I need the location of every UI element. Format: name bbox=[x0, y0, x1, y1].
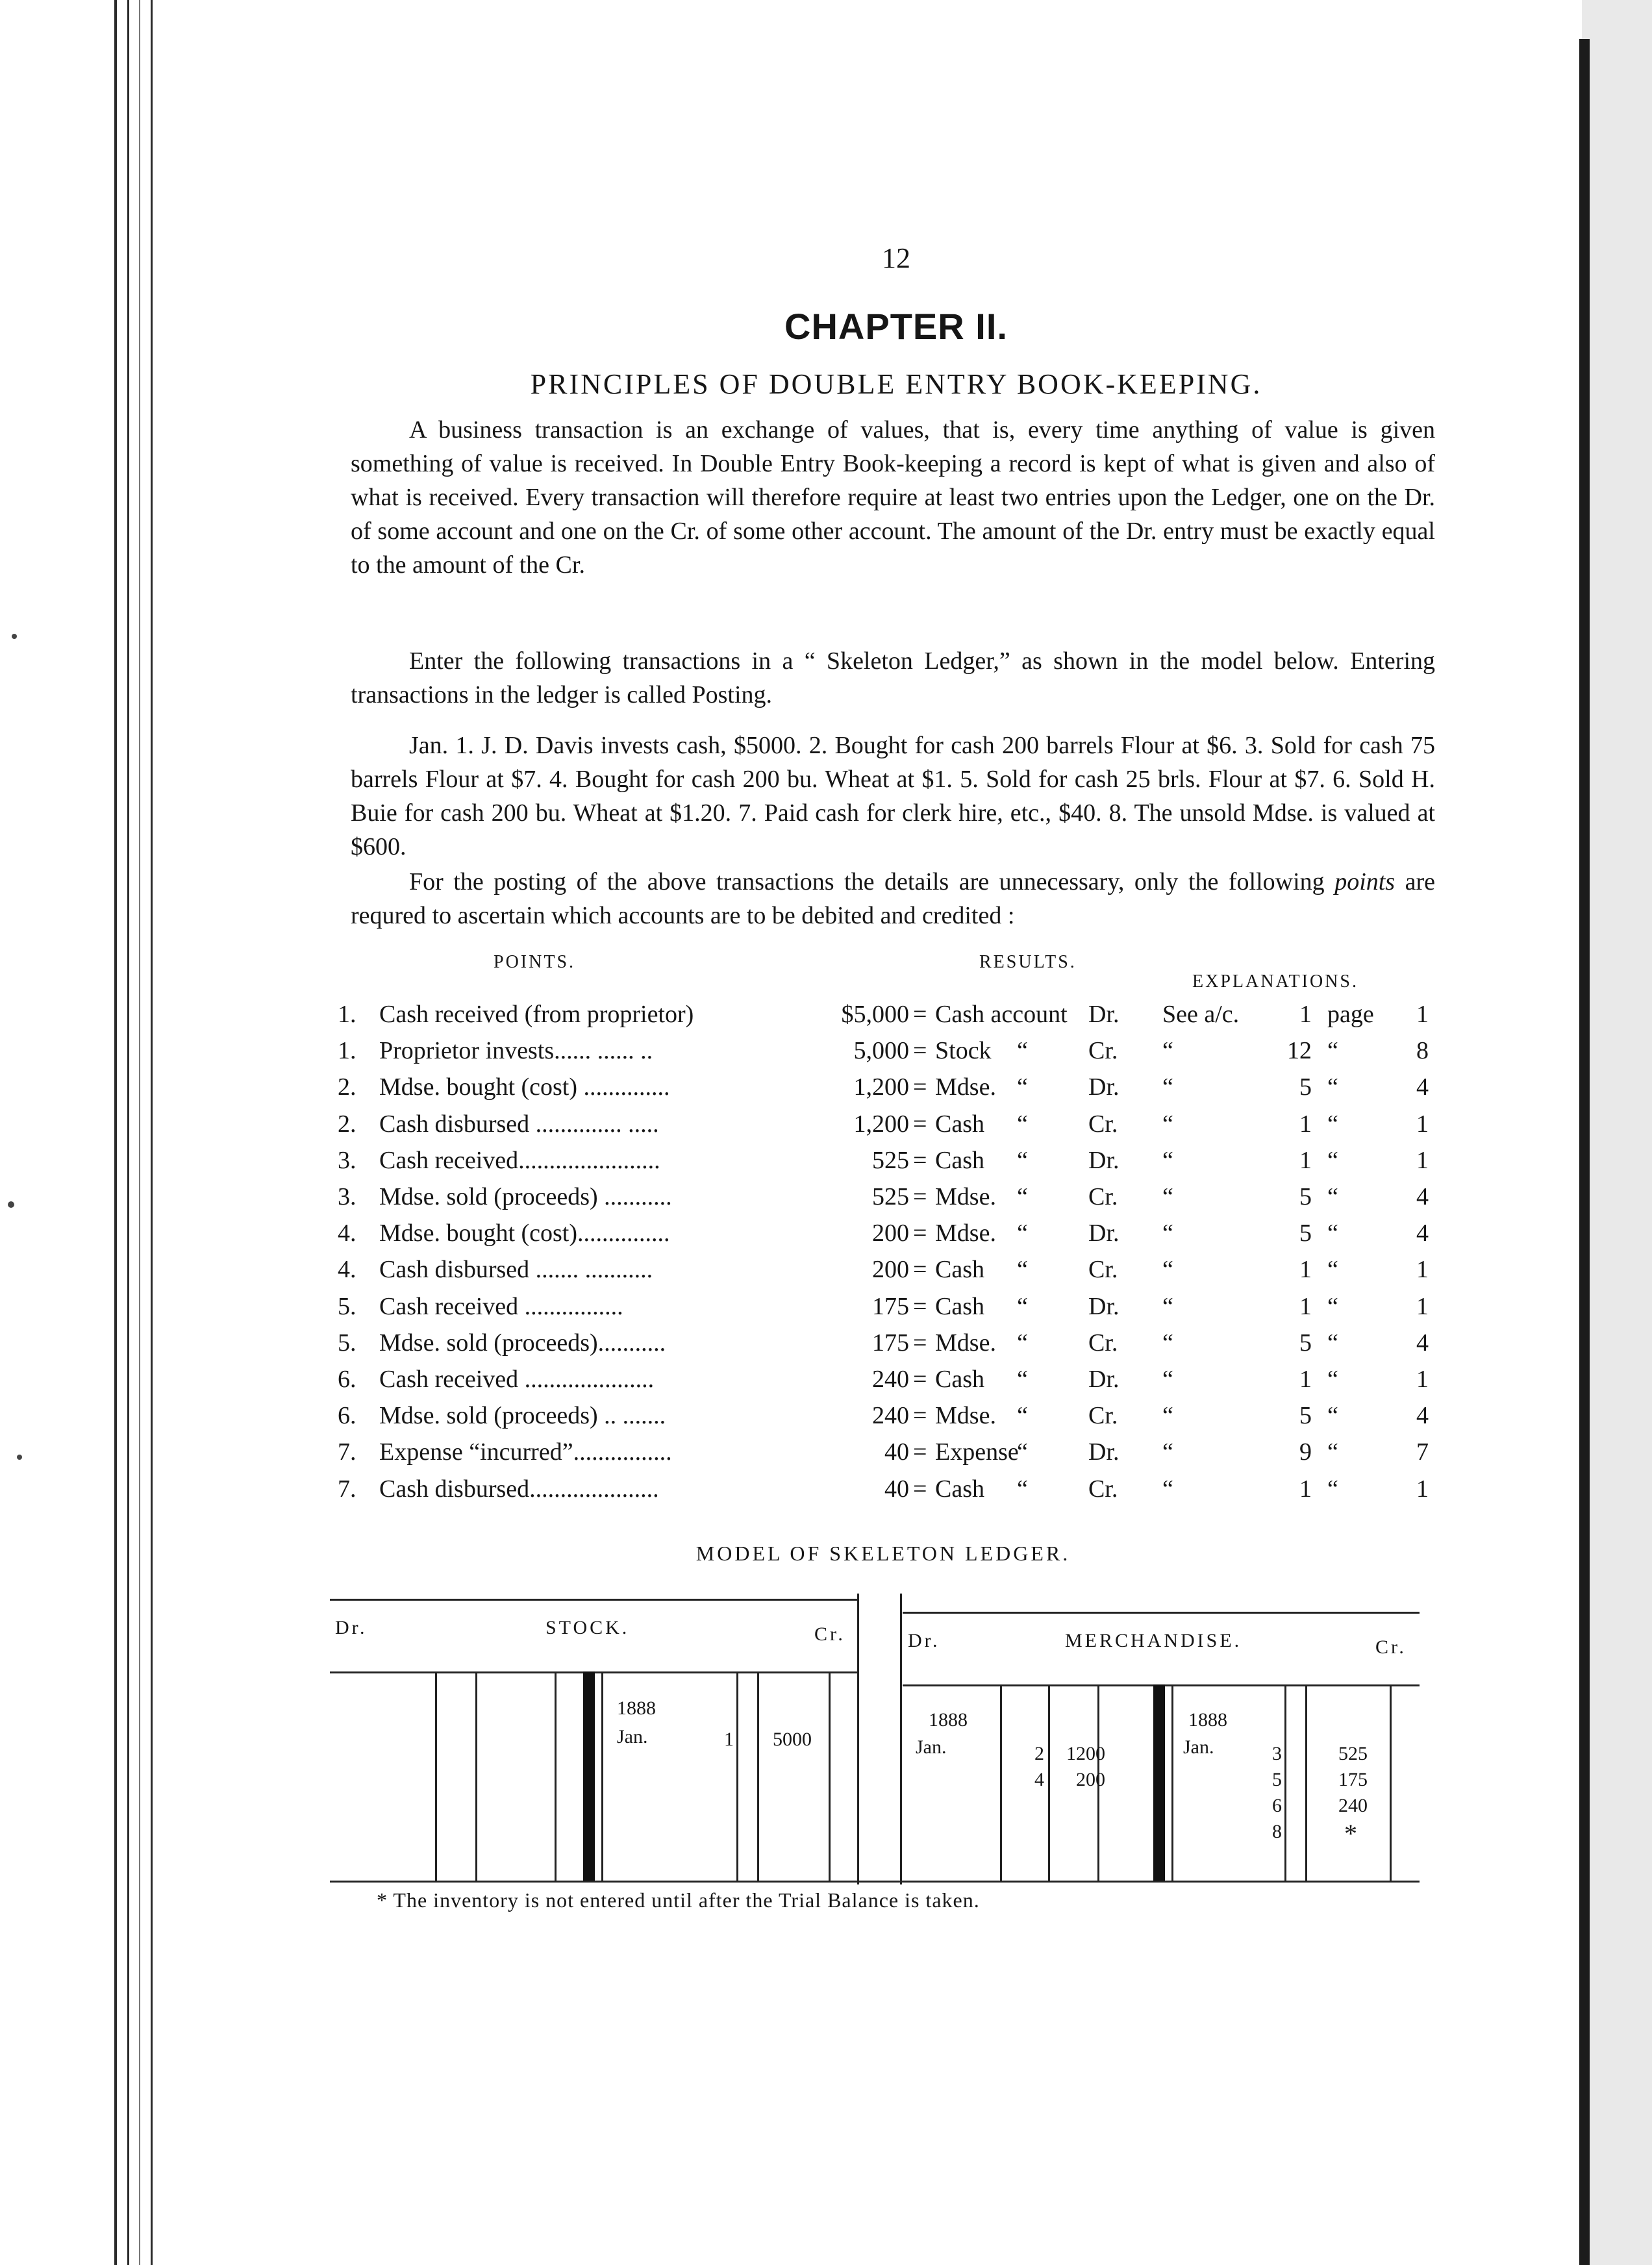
row-account: Cash bbox=[935, 1146, 984, 1174]
posting-row bbox=[338, 1110, 1442, 1146]
row-page-label: “ bbox=[1327, 1110, 1338, 1138]
row-amount: 240 bbox=[872, 1402, 909, 1430]
row-point: Cash received (from proprietor) bbox=[379, 1001, 694, 1028]
row-number: 7. bbox=[338, 1475, 357, 1503]
row-see: “ bbox=[1162, 1037, 1173, 1065]
row-account: Cash bbox=[935, 1110, 984, 1138]
merch-debit-day: 4 bbox=[1034, 1769, 1044, 1790]
row-point: Mdse. sold (proceeds)........... bbox=[379, 1329, 666, 1357]
row-ditto: “ bbox=[1017, 1073, 1028, 1101]
row-account: Mdse. bbox=[935, 1073, 996, 1101]
binding-line bbox=[139, 0, 140, 2265]
row-number: 1. bbox=[338, 1001, 357, 1028]
italic-word: points bbox=[1334, 868, 1395, 895]
row-drcr: Cr. bbox=[1088, 1037, 1118, 1065]
row-page-number: 4 bbox=[1416, 1329, 1429, 1357]
row-point: Cash received ..................... bbox=[379, 1366, 655, 1393]
row-point: Cash disbursed..................... bbox=[379, 1475, 659, 1503]
row-equals: = bbox=[913, 1001, 927, 1028]
footnote: * The inventory is not entered until after the Trial Balance is taken. bbox=[377, 1888, 980, 1912]
row-drcr: Dr. bbox=[1088, 1366, 1120, 1393]
row-amount: 175 bbox=[872, 1292, 909, 1320]
row-page-label: “ bbox=[1327, 1475, 1338, 1503]
posting-row bbox=[338, 1329, 1442, 1365]
merch-column-rule bbox=[1048, 1684, 1050, 1881]
skeleton-ledger bbox=[325, 1599, 1422, 1858]
row-amount: 5,000 bbox=[853, 1037, 909, 1065]
account-separator bbox=[900, 1594, 902, 1884]
row-equals: = bbox=[913, 1183, 927, 1210]
merch-cr-label: Cr. bbox=[1375, 1636, 1407, 1658]
merch-credit-day: 5 bbox=[1272, 1769, 1282, 1790]
posting-row bbox=[338, 1073, 1442, 1109]
row-equals: = bbox=[913, 1475, 927, 1503]
row-point: Mdse. bought (cost) .............. bbox=[379, 1073, 670, 1101]
row-see: “ bbox=[1162, 1402, 1173, 1430]
row-amount: 200 bbox=[872, 1220, 909, 1247]
row-equals: = bbox=[913, 1037, 927, 1065]
row-equals: = bbox=[913, 1073, 927, 1101]
merch-center-rule bbox=[1153, 1684, 1165, 1881]
row-page-number: 8 bbox=[1416, 1037, 1429, 1065]
row-account-number: 12 bbox=[1287, 1037, 1312, 1065]
merch-debit-month: Jan. bbox=[916, 1736, 947, 1758]
results-header: RESULTS. bbox=[979, 952, 1077, 972]
row-account: Mdse. bbox=[935, 1329, 996, 1357]
row-amount: 1,200 bbox=[853, 1073, 909, 1101]
row-account-number: 1 bbox=[1299, 1001, 1312, 1028]
merch-credit-year: 1888 bbox=[1188, 1709, 1227, 1731]
merch-debit-amount: 1200 bbox=[1066, 1743, 1105, 1764]
merch-credit-month: Jan. bbox=[1183, 1736, 1214, 1758]
merch-title: MERCHANDISE. bbox=[1065, 1630, 1242, 1651]
ledger-top-rule bbox=[330, 1599, 857, 1601]
row-see: “ bbox=[1162, 1366, 1173, 1393]
page-edge-left bbox=[0, 0, 39, 2265]
row-account: Cash bbox=[935, 1256, 984, 1284]
row-drcr: Dr. bbox=[1088, 1292, 1120, 1320]
row-page-number: 1 bbox=[1416, 1366, 1429, 1393]
row-account-number: 5 bbox=[1299, 1183, 1312, 1210]
row-equals: = bbox=[913, 1329, 927, 1357]
row-drcr: Cr. bbox=[1088, 1110, 1118, 1138]
account-separator bbox=[857, 1594, 859, 1884]
row-account-number: 5 bbox=[1299, 1329, 1312, 1357]
row-page-label: “ bbox=[1327, 1037, 1338, 1065]
row-page-label: “ bbox=[1327, 1256, 1338, 1284]
row-ditto: “ bbox=[1017, 1256, 1028, 1284]
paragraph-text: A business transaction is an exchange of values, that is, every time anything of value is given something of value is received. In Double Entry Book-keeping a record is kept of what is given and also of what is received. Every transaction will therefore require at least two entries upon the Ledger, one on the Dr. of some account and one on the Cr. of some other account. The amount of the Dr. entry must be exactly equal to the amount of the Cr. bbox=[351, 416, 1435, 579]
row-account-number: 1 bbox=[1299, 1256, 1312, 1284]
row-page-label: “ bbox=[1327, 1366, 1338, 1393]
row-drcr: Dr. bbox=[1088, 1438, 1120, 1466]
merch-debit-day: 2 bbox=[1034, 1743, 1044, 1764]
row-drcr: Cr. bbox=[1088, 1256, 1118, 1284]
row-account-number: 1 bbox=[1299, 1475, 1312, 1503]
row-ditto: “ bbox=[1017, 1037, 1028, 1065]
ledger-top-rule bbox=[903, 1612, 1420, 1614]
merch-credit-amount: 240 bbox=[1338, 1795, 1368, 1816]
stock-credit-month: Jan. bbox=[617, 1726, 648, 1747]
row-page-label: page bbox=[1327, 1001, 1374, 1028]
row-account: Mdse. bbox=[935, 1183, 996, 1210]
row-ditto: “ bbox=[1017, 1402, 1028, 1430]
model-title: MODEL OF SKELETON LEDGER. bbox=[695, 1542, 1071, 1565]
paragraph-text: Enter the following transactions in a “ Skeleton Ledger,” as shown in the model below. Entering transactions in the ledger is called Posting. bbox=[351, 647, 1435, 708]
paragraph-text-part: are requred to ascertain which accounts are to be debited and credited : bbox=[351, 868, 1436, 929]
row-page-label: “ bbox=[1327, 1146, 1338, 1174]
stock-credit-amount: 5000 bbox=[773, 1729, 812, 1750]
stock-column-rule bbox=[757, 1671, 759, 1881]
posting-row bbox=[338, 1438, 1442, 1474]
stock-column-rule bbox=[829, 1671, 831, 1881]
row-drcr: Cr. bbox=[1088, 1475, 1118, 1503]
row-drcr: Cr. bbox=[1088, 1402, 1118, 1430]
row-number: 2. bbox=[338, 1073, 357, 1101]
row-drcr: Dr. bbox=[1088, 1220, 1120, 1247]
page-edge-right bbox=[1582, 0, 1652, 2265]
row-page-label: “ bbox=[1327, 1220, 1338, 1247]
posting-row bbox=[338, 1475, 1442, 1511]
merch-column-rule bbox=[1171, 1684, 1173, 1881]
page-number: 12 bbox=[882, 242, 910, 274]
row-see: “ bbox=[1162, 1329, 1173, 1357]
stock-column-rule bbox=[736, 1671, 738, 1881]
row-page-number: 4 bbox=[1416, 1220, 1429, 1247]
row-amount: 525 bbox=[872, 1183, 909, 1210]
row-account: Cash bbox=[935, 1366, 984, 1393]
row-see: “ bbox=[1162, 1438, 1173, 1466]
row-ditto: “ bbox=[1017, 1292, 1028, 1320]
row-see: “ bbox=[1162, 1146, 1173, 1174]
intro-paragraph bbox=[351, 413, 1435, 582]
row-amount: 525 bbox=[872, 1146, 909, 1174]
posting-row bbox=[338, 1219, 1442, 1255]
binding-line bbox=[114, 0, 117, 2265]
row-ditto: “ bbox=[1017, 1183, 1028, 1210]
row-point: Expense “incurred”................ bbox=[379, 1438, 672, 1466]
row-page-number: 1 bbox=[1416, 1292, 1429, 1320]
posting-paragraph bbox=[351, 865, 1435, 932]
posting-row bbox=[338, 1365, 1442, 1401]
row-ditto: “ bbox=[1017, 1329, 1028, 1357]
scan-speck bbox=[12, 634, 17, 639]
row-account-number: 1 bbox=[1299, 1366, 1312, 1393]
merch-credit-amount: 525 bbox=[1338, 1743, 1368, 1764]
row-amount: $5,000 bbox=[841, 1001, 909, 1028]
row-see: “ bbox=[1162, 1183, 1173, 1210]
row-page-number: 1 bbox=[1416, 1146, 1429, 1174]
row-ditto: “ bbox=[1017, 1475, 1028, 1503]
row-account: Mdse. bbox=[935, 1402, 996, 1430]
row-account: Expense bbox=[935, 1438, 1019, 1466]
stock-credit-day: 1 bbox=[724, 1729, 734, 1750]
row-amount: 40 bbox=[884, 1438, 909, 1466]
row-account-number: 5 bbox=[1299, 1402, 1312, 1430]
row-number: 6. bbox=[338, 1402, 357, 1430]
row-amount: 240 bbox=[872, 1366, 909, 1393]
merch-column-rule bbox=[1390, 1684, 1392, 1881]
row-account-number: 1 bbox=[1299, 1146, 1312, 1174]
row-number: 7. bbox=[338, 1438, 357, 1466]
row-ditto: “ bbox=[1017, 1146, 1028, 1174]
row-account-number: 5 bbox=[1299, 1220, 1312, 1247]
row-ditto: “ bbox=[1017, 1438, 1028, 1466]
row-point: Proprietor invests...... ...... .. bbox=[379, 1037, 653, 1065]
row-point: Mdse. bought (cost)............... bbox=[379, 1220, 670, 1247]
binding-line bbox=[151, 0, 153, 2265]
stock-title: STOCK. bbox=[545, 1617, 630, 1638]
row-see: “ bbox=[1162, 1220, 1173, 1247]
row-equals: = bbox=[913, 1292, 927, 1320]
row-equals: = bbox=[913, 1220, 927, 1247]
row-page-label: “ bbox=[1327, 1073, 1338, 1101]
merch-debit-amount: 200 bbox=[1076, 1769, 1105, 1790]
page-gutter-shadow bbox=[1579, 39, 1590, 2265]
row-see: “ bbox=[1162, 1110, 1173, 1138]
merch-credit-day: 3 bbox=[1272, 1743, 1282, 1764]
merch-dr-label: Dr. bbox=[908, 1630, 940, 1651]
row-point: Cash received....................... bbox=[379, 1146, 660, 1174]
scan-speck bbox=[17, 1455, 22, 1460]
stock-credit-year: 1888 bbox=[617, 1697, 656, 1719]
posting-row bbox=[338, 1183, 1442, 1219]
stock-column-rule bbox=[435, 1671, 437, 1881]
stock-center-rule bbox=[583, 1671, 595, 1881]
row-account: Cash bbox=[935, 1292, 984, 1320]
row-number: 3. bbox=[338, 1183, 357, 1210]
row-number: 4. bbox=[338, 1220, 357, 1247]
merch-column-rule bbox=[1305, 1684, 1307, 1881]
row-drcr: Dr. bbox=[1088, 1001, 1120, 1028]
row-see: “ bbox=[1162, 1073, 1173, 1101]
row-equals: = bbox=[913, 1402, 927, 1430]
row-account: Cash account bbox=[935, 1001, 1068, 1028]
row-page-label: “ bbox=[1327, 1329, 1338, 1357]
row-page-number: 4 bbox=[1416, 1183, 1429, 1210]
row-equals: = bbox=[913, 1110, 927, 1138]
chapter-title: CHAPTER II. bbox=[784, 306, 1008, 347]
stock-column-rule bbox=[555, 1671, 557, 1881]
row-page-number: 1 bbox=[1416, 1110, 1429, 1138]
posting-row bbox=[338, 1255, 1442, 1292]
row-ditto: “ bbox=[1017, 1366, 1028, 1393]
row-drcr: Dr. bbox=[1088, 1146, 1120, 1174]
row-account-number: 1 bbox=[1299, 1110, 1312, 1138]
row-page-number: 1 bbox=[1416, 1475, 1429, 1503]
row-drcr: Dr. bbox=[1088, 1073, 1120, 1101]
merch-credit-day: 6 bbox=[1272, 1795, 1282, 1816]
row-point: Mdse. sold (proceeds) .. ....... bbox=[379, 1402, 666, 1430]
row-number: 1. bbox=[338, 1037, 357, 1065]
stock-column-rule bbox=[601, 1671, 603, 1881]
row-page-label: “ bbox=[1327, 1402, 1338, 1430]
row-see: “ bbox=[1162, 1256, 1173, 1284]
row-page-label: “ bbox=[1327, 1438, 1338, 1466]
row-ditto: “ bbox=[1017, 1220, 1028, 1247]
posting-row bbox=[338, 1401, 1442, 1438]
row-number: 5. bbox=[338, 1329, 357, 1357]
explanations-header: EXPLANATIONS. bbox=[1192, 971, 1358, 992]
row-account: Mdse. bbox=[935, 1220, 996, 1247]
row-point: Cash received ................ bbox=[379, 1292, 623, 1320]
row-page-label: “ bbox=[1327, 1292, 1338, 1320]
row-amount: 200 bbox=[872, 1256, 909, 1284]
ledger-bottom-rule bbox=[330, 1881, 1420, 1883]
posting-row bbox=[338, 1000, 1442, 1036]
row-account-number: 1 bbox=[1299, 1292, 1312, 1320]
binding-line bbox=[127, 0, 129, 2265]
stock-cr-label: Cr. bbox=[814, 1623, 845, 1645]
merch-credit-amount: 175 bbox=[1338, 1769, 1368, 1790]
row-equals: = bbox=[913, 1256, 927, 1284]
row-account-number: 9 bbox=[1299, 1438, 1312, 1466]
row-point: Cash disbursed ....... ........... bbox=[379, 1256, 653, 1284]
row-equals: = bbox=[913, 1146, 927, 1174]
row-equals: = bbox=[913, 1366, 927, 1393]
chapter-subtitle: PRINCIPLES OF DOUBLE ENTRY BOOK-KEEPING. bbox=[530, 368, 1262, 400]
row-see: “ bbox=[1162, 1292, 1173, 1320]
row-account: Stock bbox=[935, 1037, 992, 1065]
scan-speck bbox=[8, 1201, 14, 1208]
stock-column-rule bbox=[475, 1671, 477, 1881]
row-equals: = bbox=[913, 1438, 927, 1466]
row-amount: 175 bbox=[872, 1329, 909, 1357]
merch-credit-day: 8 bbox=[1272, 1821, 1282, 1842]
row-number: 4. bbox=[338, 1256, 357, 1284]
paragraph-text bbox=[351, 865, 1435, 932]
row-drcr: Cr. bbox=[1088, 1183, 1118, 1210]
row-page-number: 4 bbox=[1416, 1073, 1429, 1101]
row-number: 2. bbox=[338, 1110, 357, 1138]
merch-debit-year: 1888 bbox=[929, 1709, 968, 1731]
posting-row bbox=[338, 1036, 1442, 1073]
row-page-number: 1 bbox=[1416, 1256, 1429, 1284]
row-number: 6. bbox=[338, 1366, 357, 1393]
posting-row bbox=[338, 1292, 1442, 1329]
merch-credit-amount: * bbox=[1344, 1819, 1357, 1848]
instruction-paragraph bbox=[351, 644, 1435, 712]
transactions-paragraph bbox=[351, 729, 1435, 864]
merch-column-rule bbox=[1000, 1684, 1002, 1881]
row-amount: 1,200 bbox=[853, 1110, 909, 1138]
points-header: POINTS. bbox=[494, 952, 576, 972]
row-amount: 40 bbox=[884, 1475, 909, 1503]
row-account: Cash bbox=[935, 1475, 984, 1503]
posting-row bbox=[338, 1146, 1442, 1183]
row-account-number: 5 bbox=[1299, 1073, 1312, 1101]
row-ditto: “ bbox=[1017, 1110, 1028, 1138]
row-number: 5. bbox=[338, 1292, 357, 1320]
row-page-number: 7 bbox=[1416, 1438, 1429, 1466]
paragraph-text: Jan. 1. J. D. Davis invests cash, $5000. 2. Bought for cash 200 barrels Flour at $6. 3. Sold for cash 75 barrels Flour at $7. 4. Bought for cash 200 bu. Wheat at $1. 5. Sold for cash 25 brls. Flour at $7. 6. Sold H. Buie for cash 200 bu. Wheat at $1.20. 7. Paid cash for clerk hire, etc., $40. 8. The unsold Mdse. is valued at $600. bbox=[351, 732, 1435, 860]
row-page-label: “ bbox=[1327, 1183, 1338, 1210]
row-point: Mdse. sold (proceeds) ........... bbox=[379, 1183, 672, 1210]
paragraph-text-part: For the posting of the above transactions the details are unnecessary, only the following bbox=[409, 868, 1325, 895]
stock-dr-label: Dr. bbox=[335, 1617, 368, 1638]
row-number: 3. bbox=[338, 1146, 357, 1174]
row-page-number: 4 bbox=[1416, 1402, 1429, 1430]
merch-column-rule bbox=[1284, 1684, 1286, 1881]
row-point: Cash disbursed .............. ..... bbox=[379, 1110, 659, 1138]
row-see: See a/c. bbox=[1162, 1001, 1240, 1028]
row-see: “ bbox=[1162, 1475, 1173, 1503]
row-drcr: Cr. bbox=[1088, 1329, 1118, 1357]
row-page-number: 1 bbox=[1416, 1001, 1429, 1028]
